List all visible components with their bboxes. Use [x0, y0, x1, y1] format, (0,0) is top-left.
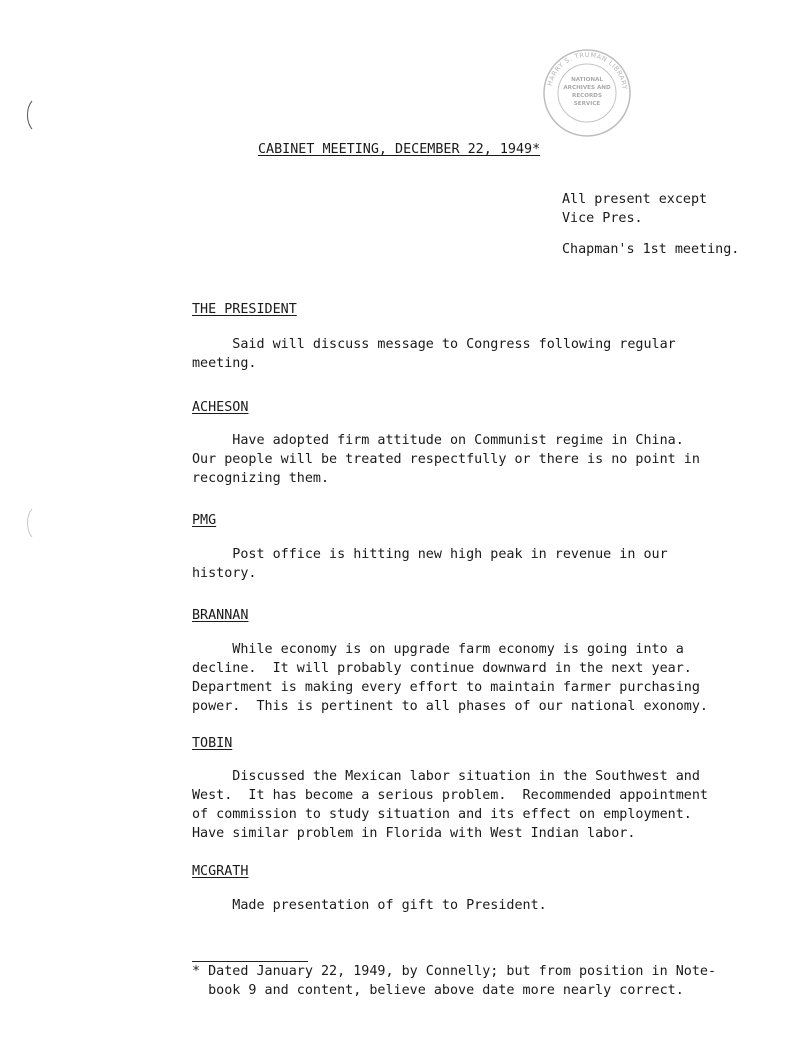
section-text-line: recognizing them. — [192, 471, 330, 486]
footnote-line-1: * Dated January 22, 1949, by Connelly; but from position in Note- — [192, 964, 717, 979]
attendance-line-3: Chapman's 1st meeting. — [562, 242, 740, 257]
section-text-line: Post office is hitting new high peak in revenue in our — [192, 547, 668, 562]
section-heading-acheson: ACHESON — [192, 400, 249, 415]
footnote-line-2: book 9 and content, believe above date more nearly correct. — [192, 983, 684, 998]
section-text-line: Our people will be treated respectfully or there is no point in — [192, 452, 700, 467]
section-heading-brannan: BRANNAN — [192, 608, 249, 623]
section-text-line: Have similar problem in Florida with West Indian labor. — [192, 826, 636, 841]
stamp-line-1: NATIONAL — [571, 77, 603, 83]
section-text-line: power. This is pertinent to all phases of our national exonomy. — [192, 699, 708, 714]
margin-mark — [24, 100, 34, 130]
stamp-line-3: RECORDS — [572, 93, 602, 99]
margin-mark — [24, 508, 34, 538]
section-text-line: Made presentation of gift to President. — [192, 898, 547, 913]
stamp-line-2: ARCHIVES AND — [563, 85, 611, 91]
stamp-line-4: SERVICE — [573, 101, 601, 107]
section-text-line: history. — [192, 566, 257, 581]
section-heading-the-president: THE PRESIDENT — [192, 302, 297, 317]
section-text-line: Discussed the Mexican labor situation in the Southwest and — [192, 769, 700, 784]
attendance-line-1: All present except — [562, 192, 708, 207]
section-text-line: Department is making every effort to maintain farmer purchasing — [192, 680, 700, 695]
section-text-line: meeting. — [192, 356, 257, 371]
section-heading-pmg: PMG — [192, 513, 217, 528]
section-text-line: decline. It will probably continue downward in the next year. — [192, 661, 692, 676]
archive-stamp — [542, 48, 632, 138]
section-heading-tobin: TOBIN — [192, 736, 233, 751]
page-title: CABINET MEETING, DECEMBER 22, 1949* — [258, 142, 541, 157]
section-text-line: Have adopted firm attitude on Communist regime in China. — [192, 433, 684, 448]
section-heading-mcgrath: MCGRATH — [192, 864, 249, 879]
attendance-line-2: Vice Pres. — [562, 211, 643, 226]
section-text-line: West. It has become a serious problem. Recommended appointment — [192, 788, 708, 803]
svg-text:HARRY S. TRUMAN LIBRARY: HARRY S. TRUMAN LIBRARY — [545, 50, 629, 91]
section-text-line: of commission to study situation and its effect on employment. — [192, 807, 692, 822]
section-text-line: Said will discuss message to Congress following regular — [192, 337, 676, 352]
section-text-line: While economy is on upgrade farm economy is going into a — [192, 642, 684, 657]
